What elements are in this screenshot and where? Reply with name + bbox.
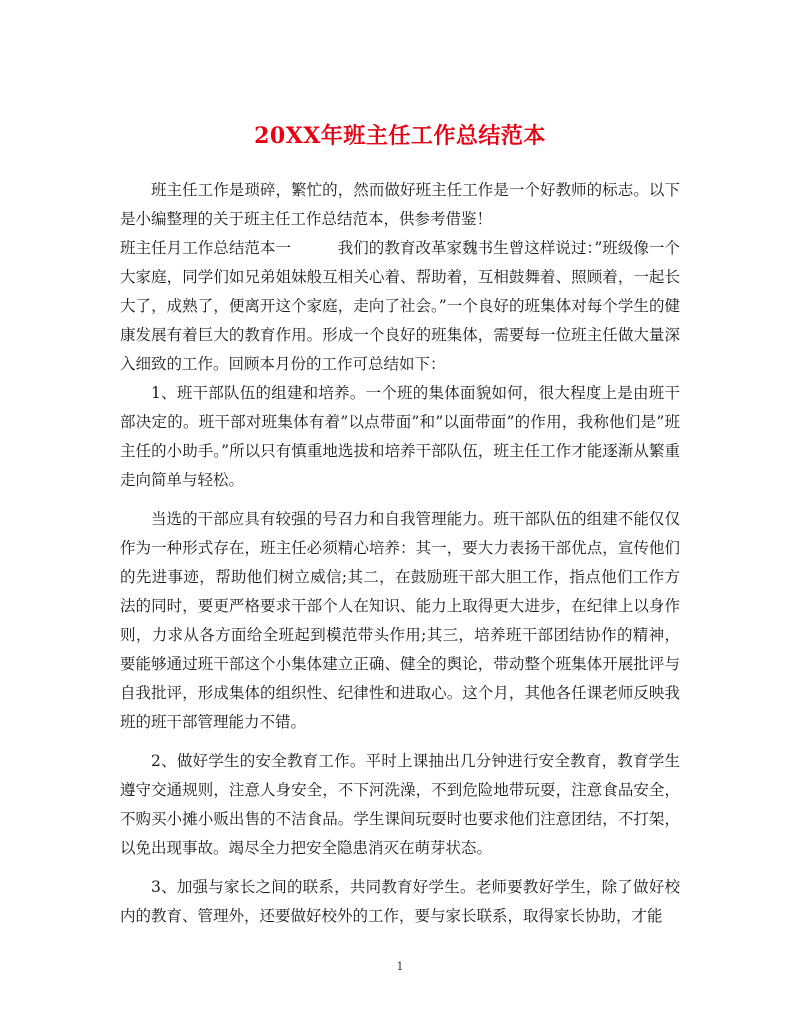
paragraph-class-cadre: 1、班干部队伍的组建和培养。一个班的集体面貌如何，很大程度上是由班干部决定的。班干部对班集体有着”以点带面”和”以面带面”的作用，我称他们是”班主任的小助手。”所以只有慎重地选拔和培养干部队伍，班主任工作才能逐渐从繁重走向简单与轻松。 — [120, 384, 680, 489]
document-body — [120, 176, 680, 941]
paragraph-parent-contact: 3、加强与家长之间的联系，共同教育好学生。老师要教好学生，除了做好校内的教育、管理外，还要做好校外的工作，要与家长联系，取得家长协助，才能 — [120, 878, 680, 925]
paragraph-safety-education: 2、做好学生的安全教育工作。平时上课抽出几分钟进行安全教育，教育学生遵守交通规则，注意人身安全，不下河洗澡，不到危险地带玩耍，注意食品安全，不购买小摊小贩出售的不洁食品。学生课间玩耍时也要求他们注意团结，不打架，以免出现事故。竭尽全力把安全隐患消灭在萌芽状态。 — [120, 752, 680, 857]
section-one-paragraph: 班主任月工作总结范本一 我们的教育改革家魏书生曾这样说过：”班级像一个大家庭，同学们如兄弟姐妹般互相关心着、帮助着，互相鼓舞着、照顾着，一起长大了，成熟了，便离开这个家庭，走向了社会。”一个良好的班集体对每个学生的健康发展有着巨大的教育作用。形成一个良好的班集体，需要每一位班主任做大量深入细致的工作。回顾本月份的工作可总结如下： — [120, 239, 680, 373]
paragraph-cadre-training: 当选的干部应具有较强的号召力和自我管理能力。班干部队伍的组建不能仅仅作为一种形式存在，班主任必须精心培养：其一，要大力表扬干部优点，宣传他们的先进事迹，帮助他们树立威信;其二，在鼓励班干部大胆工作，指点他们工作方法的同时，要更严格要求干部个人在知识、能力上取得更大进步，在纪律上以身作则，力求从各方面给全班起到模范带头作用;其三，培养班干部团结协作的精神，要能够通过班干部这个小集体建立正确、健全的舆论，带动整个班集体开展批评与自我批评，形成集体的组织性、纪律性和进取心。这个月，其他各任课老师反映我班的班干部管理能力不错。 — [120, 510, 680, 731]
document-title: 20XX年班主任工作总结范本 — [254, 122, 546, 149]
page-number: 1 — [396, 960, 404, 973]
intro-paragraph: 班主任工作是琐碎，繁忙的，然而做好班主任工作是一个好教师的标志。以下是小编整理的关于班主任工作总结范本，供参考借鉴！ — [120, 181, 680, 228]
